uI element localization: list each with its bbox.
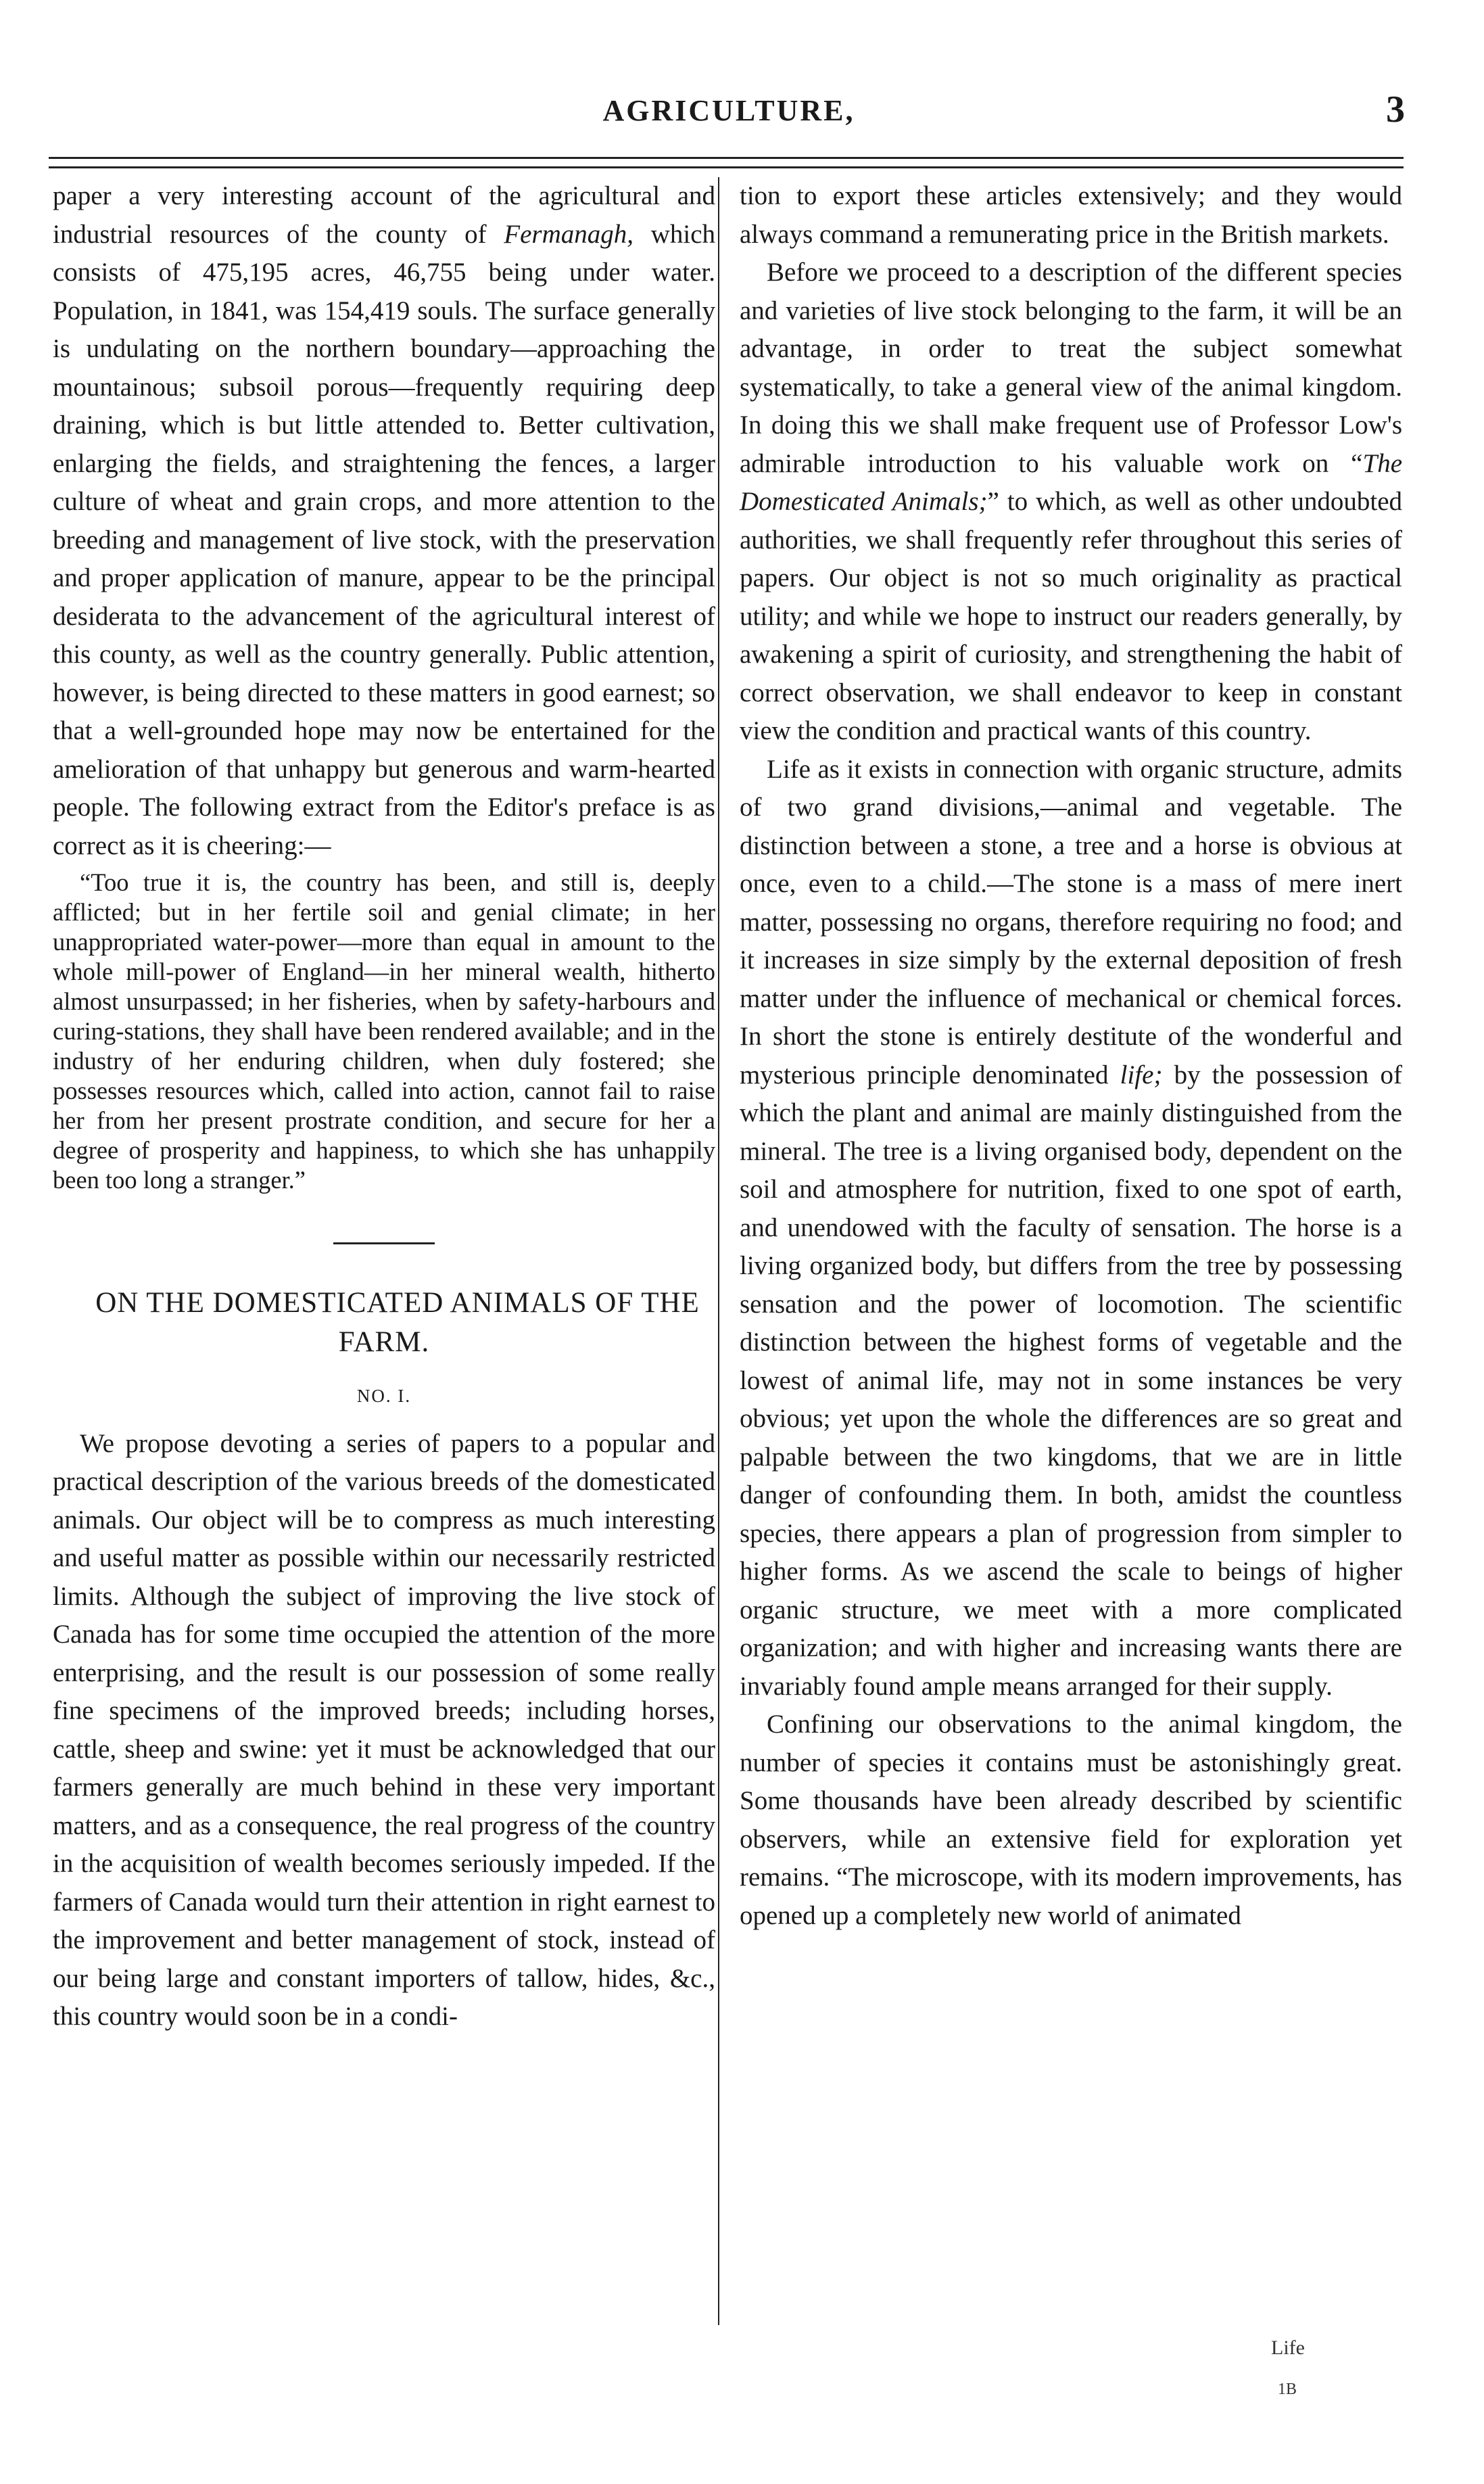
page-number: 3 — [1386, 89, 1405, 131]
left-paragraph-2: We propose devoting a series of papers to a popular and practical description of the various breeds of the domesticated animals. Our object will be to compress as much interesting and useful matter as possible within our necessarily restricted limits. Although the subject of improving the live stock of Canada has for some time occupied the attention of the more enterprising, and the result is our possession of some really fine specimens of the improved breeds; including horses, cattle, sheep and swine: yet it must be acknowledged that our farmers generally are much behind in these very important matters, and as a consequence, the real progress of the country in the acquisition of wealth becomes seriously impeded. If the farmers of Canada would turn their attention in right earnest to the improvement and better management of stock, instead of our being large and constant importers of tallow, hides, &c., this country would soon be in a condi- — [53, 1428, 715, 2031]
section-title: ON THE DOMESTICATED ANIMALS OF THE FARM. — [95, 1287, 700, 1358]
right-column — [740, 177, 1402, 2341]
section-number: NO. I. — [356, 1386, 412, 1406]
running-title: AGRICULTURE, — [602, 94, 855, 127]
book-title: The Domesticated Animals; — [740, 448, 1402, 516]
editor-preface-quote — [53, 868, 715, 1195]
signature-mark: 1B — [1278, 2381, 1297, 2398]
right-paragraph-3: Life as it exists in connection with organic structure, admits of two grand divisions,—animal and vegetable. The distinction between a stone, a tree and a horse is obvious at once, even to a child.—The stone is a mass of mere inert matter, possessing no organs, therefore requiring no food; and it increases in size simply by the external deposition of fresh matter under the influence of mechanical or chemical forces. In short the stone is entirely destitute of the wonderful and mysterious principle denominated life; by the possession of which the plant and animal are mainly distinguished from the mineral. The tree is a living organised body, dependent on the soil and atmosphere for nutrition, fixed to one spot of earth, and unendowed with the faculty of sensation. The horse is a living organized body, but differs from the tree by possessing sensation and the power of locomotion. The scientific distinction between the highest forms of vegetable and the lowest of animal life, may not in some instances be very obvious; yet upon the whole the differences are so great and palpable between the two kingdoms, that we are in little danger of confounding them. In both, amidst the countless species, there appears a plan of progression from simpler to higher forms. As we ascend the scale to beings of higher organic structure, we meet with a more complicated organization; and with higher and increasing wants there are invariably found ample means arranged for their supply. — [740, 754, 1402, 1701]
header-rule-bottom — [49, 166, 1404, 168]
county-name: Fermanagh, — [504, 219, 634, 249]
page-header — [53, 88, 1405, 142]
left-paragraph-1: paper a very interesting account of the agricultural and industrial resources of the county of Fermanagh, which consists of 475,195 acres, 46,755 being under water. Population, in 1841, was 154,419 souls. The surface generally is undulating on the northern boundary—approaching the mountainous; subsoil porous—frequently requiring deep draining, which is but little attended to. Better cultivation, enlarging the fields, and straightening the fences, a larger culture of wheat and grain crops, and more attention to the breeding and management of live stock, with the preservation and proper application of manure, appear to be the principal desiderata to the advancement of the agricultural interest of this county, as well as the country generally. Public attention, however, is being directed to these matters in good earnest; so that a well-grounded hope may now be entertained for the amelioration of that unhappy but generous and warm-hearted people. The following extract from the Editor's preface is as correct as it is cheering:— — [53, 181, 715, 860]
section-divider — [333, 1242, 435, 1244]
right-paragraph-1: tion to export these articles extensively; and they would always command a remunerating price in the British markets. — [740, 181, 1402, 249]
life-term: life; — [1120, 1060, 1163, 1089]
header-rule-top — [49, 157, 1404, 159]
right-paragraph-2: Before we proceed to a description of the different species and varieties of live stock belonging to the farm, it will be an advantage, in order to treat the subject somewhat systematically, to take a general view of the animal kingdom. In doing this we shall make frequent use of Professor Low's admirable introduction to his valuable work on “The Domesticated Animals;” to which, as well as other undoubted authorities, we shall frequently refer throughout this series of papers. Our object is not so much originality as practical utility; and while we hope to instruct our readers generally, by awakening a spirit of curiosity, and strengthening the habit of correct observation, we shall endeavor to keep in constant view the condition and practical wants of this country. — [740, 258, 1403, 745]
left-column — [53, 177, 715, 2341]
quote-text: “Too true it is, the country has been, and still is, deeply afflicted; but in her fertile soil and genial climate; in her unappropriated water-power—more than equal in amount to the whole mill-power of England—in her mineral wealth, hitherto almost unsurpassed; in her fisheries, when by safety-harbours and curing-stations, they shall have been rendered available; and in the industry of her enduring children, when duly fostered; she possesses resources which, called into action, cannot fail to raise her from her present prostrate condition, and secure for her a degree of prosperity and happiness, to which she has unhappily been too long a stranger.” — [53, 868, 715, 1194]
right-paragraph-4: Confining our observations to the animal kingdom, the number of species it contains must be astonishingly great. Some thousands have been already described by scientific observers, while an extensive field for exploration yet remains. “The microscope, with its modern improvements, has opened up a completely new world of animated — [740, 1710, 1402, 1930]
catchword: Life — [1271, 2337, 1305, 2359]
column-divider — [718, 177, 719, 2325]
